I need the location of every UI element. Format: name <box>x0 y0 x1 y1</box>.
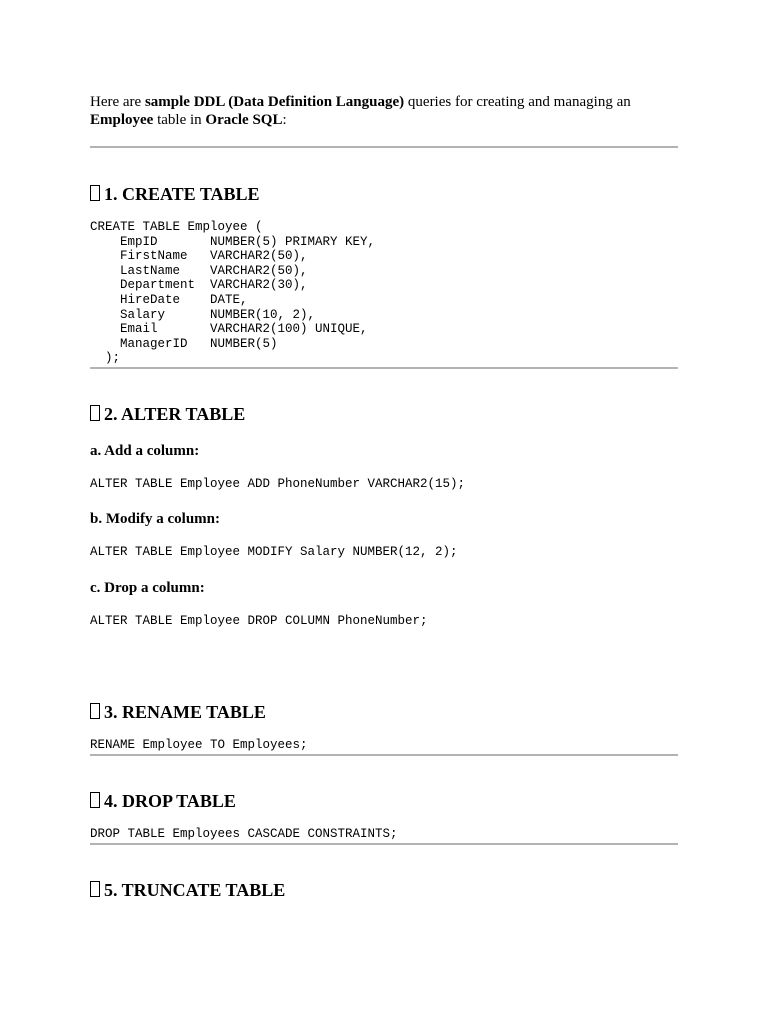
section-heading-alter <box>90 403 245 425</box>
section-title: 1. CREATE TABLE <box>104 184 260 204</box>
code-line-add-column: ALTER TABLE Employee ADD PhoneNumber VARCHAR2(15); <box>90 477 466 491</box>
section-heading-create <box>90 183 260 205</box>
code-line-drop-table: DROP TABLE Employees CASCADE CONSTRAINTS; <box>90 827 398 841</box>
horizontal-rule <box>90 843 678 845</box>
missing-glyph-icon <box>90 792 100 808</box>
subheading-drop-column: c. Drop a column: <box>90 580 205 596</box>
intro-text: table in <box>153 112 206 128</box>
code-block-create-table: CREATE TABLE Employee ( EmpID NUMBER(5) PRIMARY KEY, FirstName VARCHAR2(50), LastName VARCHAR2(50), Department VARCHAR2(30), HireDate DATE, Salary NUMBER(10, 2), Email VARCHAR2(100) UNIQUE, ManagerID NUMBER(5) ); <box>90 220 376 366</box>
intro-text: : <box>282 112 287 128</box>
section-title: 3. RENAME TABLE <box>104 702 266 722</box>
intro-oracle-term: Oracle SQL <box>205 112 283 128</box>
horizontal-rule <box>90 367 678 369</box>
code-line-rename-table: RENAME Employee TO Employees; <box>90 738 308 752</box>
section-heading-truncate <box>90 879 285 901</box>
section-title: 2. ALTER TABLE <box>104 404 246 424</box>
code-line-modify-column: ALTER TABLE Employee MODIFY Salary NUMBER(12, 2); <box>90 545 458 559</box>
section-title: 4. DROP TABLE <box>104 791 236 811</box>
code-line-drop-column: ALTER TABLE Employee DROP COLUMN PhoneNumber; <box>90 614 428 628</box>
intro-paragraph <box>90 93 680 129</box>
missing-glyph-icon <box>90 405 100 421</box>
missing-glyph-icon <box>90 881 100 897</box>
intro-text: Here are <box>90 94 145 110</box>
subheading-modify-column: b. Modify a column: <box>90 511 221 527</box>
section-title: 5. TRUNCATE TABLE <box>104 880 286 900</box>
horizontal-rule <box>90 146 678 148</box>
intro-employee-term: Employee <box>90 112 154 128</box>
subheading-add-column: a. Add a column: <box>90 443 200 459</box>
missing-glyph-icon <box>90 185 100 201</box>
section-heading-drop <box>90 790 236 812</box>
horizontal-rule <box>90 754 678 756</box>
intro-ddl-term: sample DDL (Data Definition Language) <box>144 94 405 110</box>
missing-glyph-icon <box>90 703 100 719</box>
section-heading-rename <box>90 701 266 723</box>
intro-text: queries for creating and managing an <box>404 94 631 110</box>
